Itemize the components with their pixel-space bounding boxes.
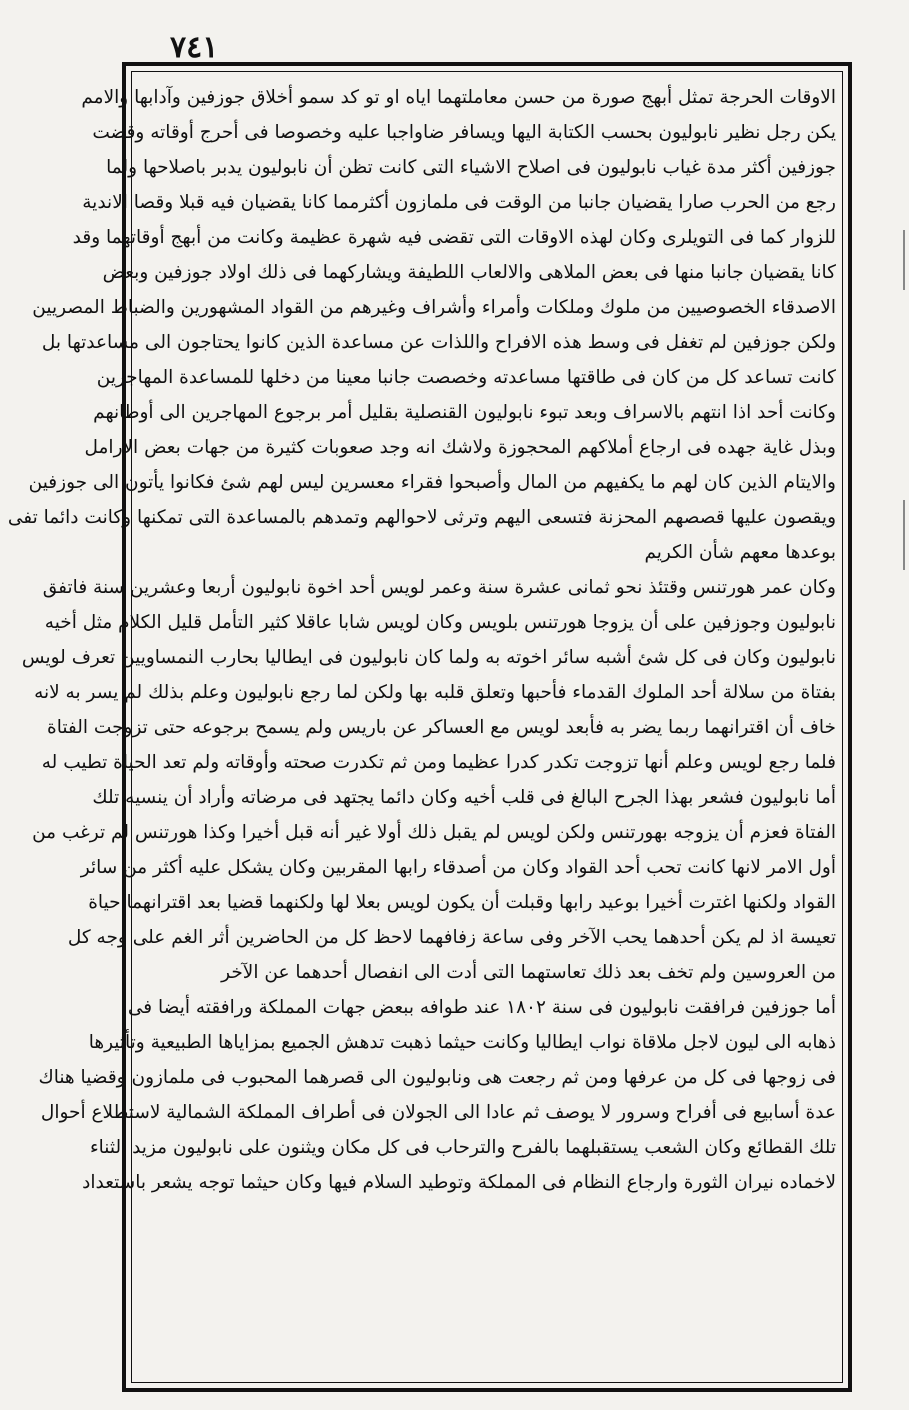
text-line: نابوليون وجوزفين على أن يزوجا هورتنس بلويس وكان لويس شابا عاقلا كثير التأمل قليل الكلام مثل أخيه (44, 612, 836, 633)
text-line: وبذل غاية جهده فى ارجاع أملاكهم المحجوزة ولاشك انه وجد صعوبات كثيرة من جهات بعض الارامل (84, 437, 836, 458)
text-line: بوعدها معهم شأن الكريم (644, 542, 836, 563)
text-line: بفتاة من سلالة أحد الملوك القدماء فأحبها وتعلق قلبه بها ولكن لما رجع نابوليون وعلم بذلك لم يسر به لانه (34, 682, 836, 703)
text-line: الفتاة فعزم أن يزوجه بهورتنس ولكن لويس لم يقبل ذلك أولا غير أنه قبل أخيرا وكذا هورتنس لم ترغب من (32, 822, 836, 843)
text-line: أما جوزفين فرافقت نابوليون فى سنة ١٨٠٢ عند طوافه ببعض جهات المملكة ورافقته أيضا فى (127, 997, 836, 1018)
text-line: الاصدقاء الخصوصيين من ملوك وملكات وأمراء وأشراف وغيرهم من القواد المشهورين والضباط المصريين (32, 297, 836, 318)
text-line: للزوار كما فى التويلرى وكان لهذه الاوقات التى تقضى فيه شهرة عظيمة وكانت من أبهج أوقاتهما وقد (72, 227, 836, 248)
text-line: الاوقات الحرجة تمثل أبهج صورة من حسن معاملتهما اياه او تو كد سمو أخلاق جوزفين وآدابها والامم (81, 87, 836, 108)
text-line: يكن رجل نظير نابوليون بحسب الكتابة اليها ويسافر ضاواجبا عليه وخصوصا فى أحرج أوقاته وقضت (92, 122, 836, 143)
text-line: عدة أسابيع فى أفراح وسرور لا يوصف ثم عادا الى الجولان فى أطراف المملكة الشمالية لاستطلاع أحوال (40, 1102, 836, 1123)
margin-scan-mark (903, 500, 905, 570)
text-line: كانا يقضيان جانبا منها فى بعض الملاهى والالعاب اللطيفة ويشاركهما فى ذلك اولاد جوزفين وبعض (102, 262, 836, 283)
body-text (7, 80, 836, 1374)
text-line: أول الامر لانها كانت تحب أحد القواد وكان من أصدقاء رابها المقربين وكان يشكل عليه أكثر من سائر (80, 857, 836, 878)
text-line: جوزفين أكثر مدة غياب نابوليون فى اصلاح الاشياء التى كانت تظن أن نابوليون يدبر باصلاحها ولما (106, 157, 836, 178)
text-line: القواد ولكنها اغترت أخيرا بوعيد رابها وقبلت أن يكون لويس بعلا لها ولكنهما قضيا بعد اقترانهما حياة (88, 892, 836, 913)
text-line: والايتام الذين كان لهم ما يكفيهم من المال وأصبحوا فقراء معسرين ليس لهم شئ فكانوا يأتون الى جوزفين (28, 472, 836, 493)
text-line: لاخماده نيران الثورة وارجاع النظام فى المملكة وتوطيد السلام فيها وكان حيثما توجه يشعر باستعداد (82, 1172, 836, 1193)
text-line: ويقصون عليها قصصهم المحزنة فتسعى اليهم وترثى لاحوالهم وتمدهم بالمساعدة التى تمكنها وكانت دائما تفى (7, 507, 836, 528)
text-line: وكان عمر هورتنس وقتئذ نحو ثمانى عشرة سنة وعمر لويس أحد اخوة نابوليون أربعا وعشرين سنة فاتفق (42, 577, 836, 598)
text-line: رجع من الحرب صارا يقضيان جانبا من الوقت فى ملمازون أكثرمما كانا يقضيان فيه قبلا وقصا الاندية (82, 192, 836, 213)
text-line: فلما رجع لويس وعلم أنها تزوجت تكدر كدرا عظيما ومن ثم تكدرت صحته وأوقاته ولم تعد الحياة تطيب له (41, 752, 836, 773)
text-line: فى زوجها فى كل من عرفها ومن ثم رجعت هى ونابوليون الى قصرهما المحبوب فى ملمازون وقضيا هناك (38, 1067, 836, 1088)
text-line: نابوليون وكان فى كل شئ أشبه سائر اخوته به ولما كان نابوليون فى ايطاليا بحارب النمساويين تعرف لويس (21, 647, 836, 668)
text-line: تلك القطائع وكان الشعب يستقبلهما بالفرح والترحاب فى كل مكان ويثنون على نابوليون مزيد الثناء (89, 1137, 836, 1158)
text-line: خاف أن اقترانهما ربما يضر به فأبعد لويس مع العساكر عن باريس ولم يسمح برجوعه حتى تزوجت الفتاة (47, 717, 836, 738)
text-line: من العروسين ولم تخف بعد ذلك تعاستهما التى أدت الى انفصال أحدهما عن الآخر (221, 962, 836, 983)
page-number: ١٤٧ (170, 30, 219, 65)
text-line: ولكن جوزفين لم تغفل فى وسط هذه الافراح واللذات عن مساعدة الذين كانوا يحتاجون الى مساعدتها بل (41, 332, 836, 353)
margin-scan-mark (903, 230, 905, 290)
text-line: تعيسة اذ لم يكن أحدهما يحب الآخر وفى ساعة زفافهما لاحظ كل من الحاضرين أثر الغم على وجه كل (67, 927, 836, 948)
text-line: ذهابه الى ليون لاجل ملاقاة نواب ايطاليا وكانت حيثما ذهبت تدهش الجميع بمزاياها الطبيعية وتأثيرها (88, 1032, 836, 1053)
text-line: كانت تساعد كل من كان فى طاقتها مساعدته وخصصت جانبا معينا من دخلها للمساعدة المهاجرين (96, 367, 836, 388)
text-line: أما نابوليون فشعر بهذا الجرح البالغ فى قلب أخيه وكان دائما يجتهد فى مرضاته وأراد أن ينسيه تلك (92, 787, 836, 808)
text-line: وكانت أحد اذا انتهم بالاسراف وبعد تبوء نابوليون القنصلية بقليل أمر برجوع المهاجرين الى أوطانهم (93, 402, 836, 423)
